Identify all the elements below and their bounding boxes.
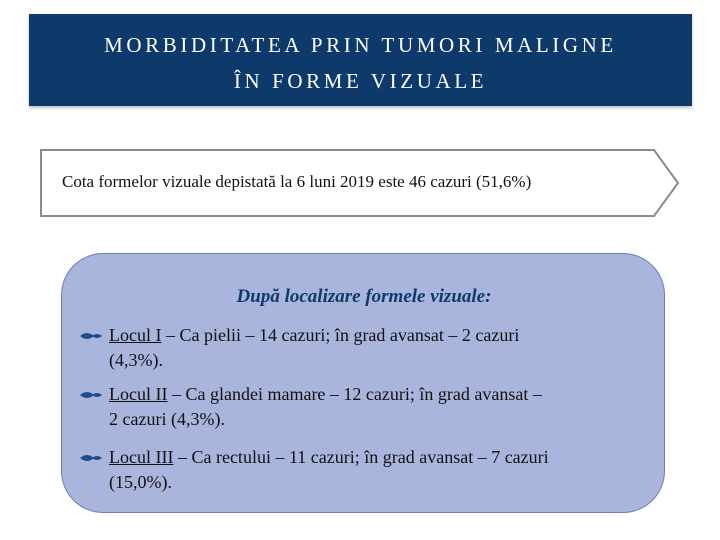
item-continuation: 2 cazuri (4,3%).: [109, 409, 225, 429]
localization-panel: [61, 253, 665, 513]
list-item: [79, 445, 644, 495]
leaf-bullet-icon: [79, 330, 103, 342]
localization-heading: După localizare formele vizuale:: [236, 286, 492, 307]
item-continuation: (15,0%).: [109, 472, 172, 492]
page-title-line-1: MORBIDITATEA PRIN TUMORI MALIGNE: [104, 33, 617, 57]
summary-arrow-box: [40, 149, 680, 217]
item-label: Locul I: [109, 325, 162, 345]
title-banner: [29, 14, 692, 106]
item-text: – Ca glandei mamare – 12 cazuri; în grad avansat –: [167, 384, 542, 404]
summary-text: Cota formelor vizuale depistată la 6 luni 2019 este 46 cazuri (51,6%): [62, 172, 532, 191]
item-label: Locul III: [109, 447, 174, 467]
item-text: – Ca rectului – 11 cazuri; în grad avansat – 7 cazuri: [173, 447, 549, 467]
item-label: Locul II: [109, 384, 168, 404]
list-item: [79, 323, 644, 373]
item-text: – Ca pielii – 14 cazuri; în grad avansat – 2 cazuri: [161, 325, 520, 345]
leaf-bullet-icon: [79, 452, 103, 464]
list-item: [79, 382, 644, 432]
page-title-line-2: ÎN FORME VIZUALE: [233, 69, 488, 93]
item-continuation: (4,3%).: [109, 350, 163, 370]
leaf-bullet-icon: [79, 389, 103, 401]
